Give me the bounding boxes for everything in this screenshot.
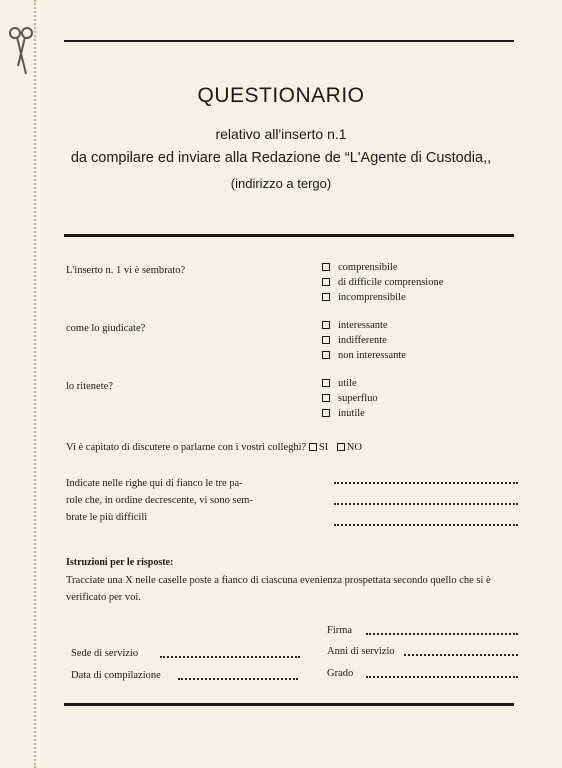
scissors-icon [6, 24, 36, 78]
colleghi-label: Vi è capitato di discutere o parlarne con i vostri colleghi? [66, 442, 307, 453]
question-label: lo ritenete? [66, 381, 113, 392]
question-options [322, 318, 406, 363]
instructions-heading: Istruzioni per le risposte: [66, 557, 174, 568]
top-rule [64, 40, 514, 42]
option-row[interactable] [322, 318, 406, 333]
anni-field[interactable] [404, 654, 518, 656]
data-field[interactable] [178, 678, 298, 680]
sede-field[interactable] [160, 656, 300, 658]
checkbox-no[interactable] [337, 443, 345, 451]
subtitle-indirizzo: (indirizzo a tergo) [230, 176, 332, 191]
data-label: Data di compilazione [71, 670, 161, 681]
option-label: superfluo [338, 393, 378, 404]
checkbox[interactable] [322, 278, 330, 286]
firma-field[interactable] [366, 633, 518, 635]
option-row[interactable] [322, 376, 378, 391]
checkbox[interactable] [322, 379, 330, 387]
header-rule [64, 234, 514, 237]
difficult-words-line: brate le più difficili [66, 512, 148, 523]
question-options [322, 260, 443, 305]
word-line-2[interactable] [334, 503, 518, 505]
colleghi-question [66, 442, 362, 453]
checkbox[interactable] [322, 263, 330, 271]
checkbox[interactable] [322, 394, 330, 402]
option-row[interactable] [322, 406, 378, 421]
word-line-3[interactable] [334, 524, 518, 526]
firma-label: Firma [327, 625, 353, 636]
difficult-words-instructions [66, 475, 276, 526]
difficult-words-line: role che, in ordine decrescente, vi sono sem- [66, 495, 253, 506]
grado-field[interactable] [366, 676, 518, 678]
option-label: inutile [338, 408, 365, 419]
subtitle-redazione: da compilare ed inviare alla Redazione de “L'Agente di Custodia,, [70, 150, 492, 166]
checkbox[interactable] [322, 336, 330, 344]
option-label: indifferente [338, 335, 387, 346]
checkbox[interactable] [322, 321, 330, 329]
anni-label: Anni di servizio [327, 646, 395, 657]
option-label: interessante [338, 320, 388, 331]
option-row[interactable] [322, 391, 378, 406]
instructions-text: Tracciate una X nelle caselle poste a fianco di ciascuna evenienza prospettata secondo quello che si è verificato per voi. [66, 575, 491, 603]
option-label: di difficile comprensione [338, 277, 444, 288]
checkbox-si[interactable] [309, 443, 317, 451]
question-label: L'inserto n. 1 vi è sembrato? [66, 265, 186, 276]
no-label: NO [346, 442, 362, 453]
option-row[interactable] [322, 333, 406, 348]
bottom-rule [64, 703, 514, 706]
option-label: incomprensibile [338, 292, 406, 303]
option-row[interactable] [322, 260, 443, 275]
option-label: non interessante [338, 350, 406, 361]
checkbox[interactable] [322, 351, 330, 359]
si-label: SI [318, 442, 329, 453]
option-label: comprensibile [338, 262, 398, 273]
option-label: utile [338, 378, 357, 389]
checkbox[interactable] [322, 293, 330, 301]
checkbox[interactable] [322, 409, 330, 417]
cut-line [34, 0, 36, 768]
grado-label: Grado [327, 668, 354, 679]
sede-label: Sede di servizio [71, 648, 139, 659]
page-title: QUESTIONARIO [197, 84, 365, 107]
word-line-1[interactable] [334, 482, 518, 484]
option-row[interactable] [322, 290, 443, 305]
option-row[interactable] [322, 348, 406, 363]
subtitle-inserto: relativo all'inserto n.1 [215, 126, 347, 142]
option-row[interactable] [322, 275, 443, 290]
question-label: come lo giudicate? [66, 323, 146, 334]
question-options [322, 376, 378, 421]
difficult-words-line: Indicate nelle righe qui di fianco le tre pa- [66, 478, 243, 489]
